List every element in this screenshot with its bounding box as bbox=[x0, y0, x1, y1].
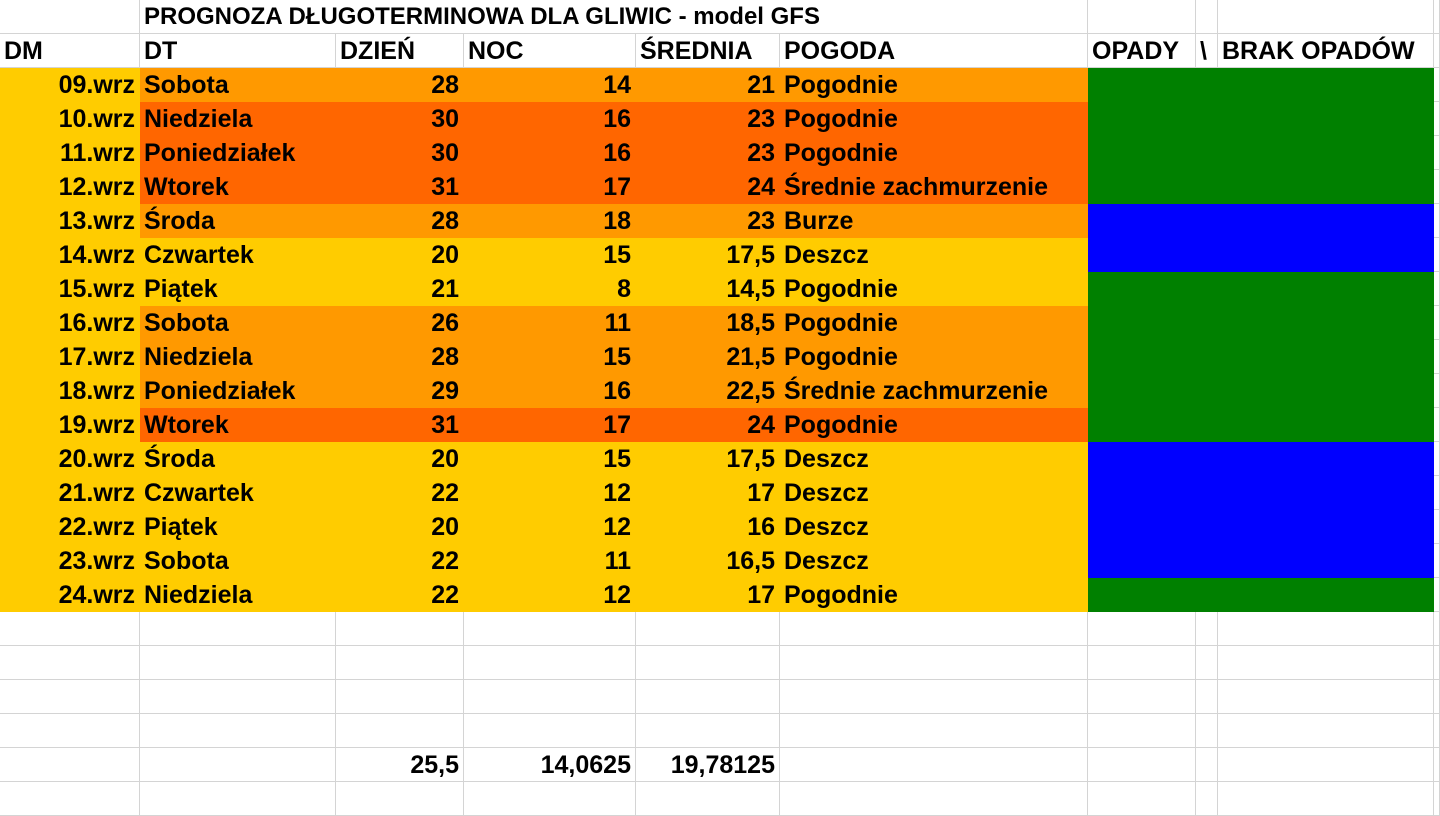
avg-temp-cell[interactable]: 18,5 bbox=[636, 306, 780, 340]
empty-cell[interactable] bbox=[1196, 680, 1218, 714]
precip-indicator-cell[interactable] bbox=[1088, 306, 1434, 340]
avg-temp-cell[interactable]: 17,5 bbox=[636, 238, 780, 272]
table-row bbox=[0, 340, 1440, 374]
avg-temp-cell[interactable]: 22,5 bbox=[636, 374, 780, 408]
empty-cell[interactable] bbox=[1434, 272, 1440, 306]
day-temp-cell[interactable]: 28 bbox=[336, 340, 464, 374]
empty-cell[interactable] bbox=[1434, 782, 1440, 816]
day-cell[interactable]: Niedziela bbox=[140, 102, 336, 136]
empty-cell[interactable] bbox=[1434, 238, 1440, 272]
empty-cell[interactable] bbox=[1434, 306, 1440, 340]
day-temp-cell[interactable]: 28 bbox=[336, 204, 464, 238]
avg-day-temp[interactable]: 25,5 bbox=[336, 748, 464, 782]
empty-cell[interactable] bbox=[1434, 340, 1440, 374]
day-temp-cell[interactable]: 30 bbox=[336, 102, 464, 136]
header-separator[interactable]: \ bbox=[1196, 34, 1218, 68]
precip-indicator-cell[interactable] bbox=[1088, 408, 1434, 442]
night-temp-cell[interactable]: 8 bbox=[464, 272, 636, 306]
empty-cell[interactable] bbox=[140, 748, 336, 782]
weather-cell[interactable]: Pogodnie bbox=[780, 578, 1088, 612]
empty-cell[interactable] bbox=[1434, 34, 1440, 68]
empty-cell[interactable] bbox=[0, 612, 140, 646]
empty-cell[interactable] bbox=[1434, 578, 1440, 612]
empty-cell[interactable] bbox=[1434, 748, 1440, 782]
header-brak-opadow[interactable]: BRAK OPADÓW bbox=[1218, 34, 1434, 68]
weather-cell[interactable]: Deszcz bbox=[780, 476, 1088, 510]
title-row bbox=[0, 0, 1440, 34]
empty-cell[interactable] bbox=[1434, 476, 1440, 510]
avg-temp-cell[interactable]: 23 bbox=[636, 204, 780, 238]
header-noc[interactable]: NOC bbox=[464, 34, 636, 68]
empty-cell[interactable] bbox=[0, 646, 140, 680]
precip-indicator-cell[interactable] bbox=[1088, 170, 1434, 204]
table-row bbox=[0, 204, 1440, 238]
empty-cell[interactable] bbox=[1196, 0, 1218, 34]
weather-cell[interactable]: Deszcz bbox=[780, 238, 1088, 272]
date-cell[interactable]: 19.wrz bbox=[0, 408, 140, 442]
night-temp-cell[interactable]: 16 bbox=[464, 102, 636, 136]
day-temp-cell[interactable]: 20 bbox=[336, 442, 464, 476]
weather-cell[interactable]: Pogodnie bbox=[780, 272, 1088, 306]
empty-cell[interactable] bbox=[0, 782, 140, 816]
day-cell[interactable]: Środa bbox=[140, 204, 336, 238]
day-temp-cell[interactable]: 29 bbox=[336, 374, 464, 408]
empty-cell[interactable] bbox=[1196, 748, 1218, 782]
date-cell[interactable]: 14.wrz bbox=[0, 238, 140, 272]
precip-indicator-cell[interactable] bbox=[1088, 374, 1434, 408]
day-temp-cell[interactable]: 22 bbox=[336, 476, 464, 510]
empty-cell[interactable] bbox=[636, 646, 780, 680]
day-cell[interactable]: Sobota bbox=[140, 68, 336, 102]
weather-cell[interactable]: Pogodnie bbox=[780, 68, 1088, 102]
night-temp-cell[interactable]: 11 bbox=[464, 544, 636, 578]
precip-indicator-cell[interactable] bbox=[1088, 238, 1434, 272]
empty-row bbox=[0, 680, 1440, 714]
empty-cell[interactable] bbox=[780, 612, 1088, 646]
day-cell[interactable]: Czwartek bbox=[140, 476, 336, 510]
date-cell[interactable]: 22.wrz bbox=[0, 510, 140, 544]
empty-cell[interactable] bbox=[1434, 408, 1440, 442]
precip-indicator-cell[interactable] bbox=[1088, 442, 1434, 476]
avg-temp-cell[interactable]: 17 bbox=[636, 476, 780, 510]
empty-cell[interactable] bbox=[1218, 680, 1434, 714]
empty-cell[interactable] bbox=[0, 748, 140, 782]
empty-cell[interactable] bbox=[1434, 102, 1440, 136]
empty-cell[interactable] bbox=[636, 782, 780, 816]
empty-cell[interactable] bbox=[464, 714, 636, 748]
avg-temp-cell[interactable]: 14,5 bbox=[636, 272, 780, 306]
date-cell[interactable]: 09.wrz bbox=[0, 68, 140, 102]
weather-cell[interactable]: Burze bbox=[780, 204, 1088, 238]
empty-cell[interactable] bbox=[1434, 714, 1440, 748]
empty-cell[interactable] bbox=[0, 680, 140, 714]
night-temp-cell[interactable]: 14 bbox=[464, 68, 636, 102]
empty-row bbox=[0, 782, 1440, 816]
empty-cell[interactable] bbox=[1434, 510, 1440, 544]
precip-indicator-cell[interactable] bbox=[1088, 510, 1434, 544]
empty-cell[interactable] bbox=[464, 612, 636, 646]
table-row bbox=[0, 272, 1440, 306]
weather-cell[interactable]: Pogodnie bbox=[780, 306, 1088, 340]
empty-cell[interactable] bbox=[1088, 782, 1196, 816]
weather-cell[interactable]: Deszcz bbox=[780, 442, 1088, 476]
table-row bbox=[0, 306, 1440, 340]
avg-temp-cell[interactable]: 21,5 bbox=[636, 340, 780, 374]
empty-cell[interactable] bbox=[780, 714, 1088, 748]
empty-cell[interactable] bbox=[336, 646, 464, 680]
precip-indicator-cell[interactable] bbox=[1088, 102, 1434, 136]
empty-cell[interactable] bbox=[464, 646, 636, 680]
empty-cell[interactable] bbox=[1196, 612, 1218, 646]
header-row bbox=[0, 34, 1440, 68]
day-cell[interactable]: Wtorek bbox=[140, 170, 336, 204]
avg-temp-cell[interactable]: 21 bbox=[636, 68, 780, 102]
night-temp-cell[interactable]: 12 bbox=[464, 510, 636, 544]
empty-cell[interactable] bbox=[1218, 0, 1434, 34]
precip-indicator-cell[interactable] bbox=[1088, 476, 1434, 510]
weather-cell[interactable]: Pogodnie bbox=[780, 136, 1088, 170]
avg-mean-temp[interactable]: 19,78125 bbox=[636, 748, 780, 782]
empty-cell[interactable] bbox=[140, 782, 336, 816]
empty-cell[interactable] bbox=[336, 782, 464, 816]
day-temp-cell[interactable]: 20 bbox=[336, 238, 464, 272]
date-cell[interactable]: 23.wrz bbox=[0, 544, 140, 578]
day-cell[interactable]: Środa bbox=[140, 442, 336, 476]
empty-cell[interactable] bbox=[1088, 748, 1196, 782]
day-cell[interactable]: Poniedziałek bbox=[140, 374, 336, 408]
header-srednia[interactable]: ŚREDNIA bbox=[636, 34, 780, 68]
night-temp-cell[interactable]: 15 bbox=[464, 442, 636, 476]
precip-indicator-cell[interactable] bbox=[1088, 136, 1434, 170]
day-temp-cell[interactable]: 28 bbox=[336, 68, 464, 102]
avg-temp-cell[interactable]: 17 bbox=[636, 578, 780, 612]
day-temp-cell[interactable]: 20 bbox=[336, 510, 464, 544]
table-row bbox=[0, 408, 1440, 442]
avg-temp-cell[interactable]: 24 bbox=[636, 408, 780, 442]
avg-temp-cell[interactable]: 23 bbox=[636, 136, 780, 170]
precip-indicator-cell[interactable] bbox=[1088, 272, 1434, 306]
empty-cell[interactable] bbox=[1218, 612, 1434, 646]
empty-cell[interactable] bbox=[1434, 544, 1440, 578]
precip-indicator-cell[interactable] bbox=[1088, 544, 1434, 578]
date-cell[interactable]: 12.wrz bbox=[0, 170, 140, 204]
precip-indicator-cell[interactable] bbox=[1088, 204, 1434, 238]
date-cell[interactable]: 21.wrz bbox=[0, 476, 140, 510]
empty-cell[interactable] bbox=[636, 714, 780, 748]
avg-temp-cell[interactable]: 23 bbox=[636, 102, 780, 136]
table-row bbox=[0, 238, 1440, 272]
empty-cell[interactable] bbox=[1434, 612, 1440, 646]
averages-row bbox=[0, 748, 1440, 782]
empty-cell[interactable] bbox=[1088, 680, 1196, 714]
header-dm[interactable]: DM bbox=[0, 34, 140, 68]
table-row bbox=[0, 510, 1440, 544]
day-temp-cell[interactable]: 21 bbox=[336, 272, 464, 306]
date-cell[interactable]: 10.wrz bbox=[0, 102, 140, 136]
avg-temp-cell[interactable]: 16 bbox=[636, 510, 780, 544]
table-row bbox=[0, 68, 1440, 102]
day-cell[interactable]: Poniedziałek bbox=[140, 136, 336, 170]
precip-indicator-cell[interactable] bbox=[1088, 340, 1434, 374]
weather-cell[interactable]: Średnie zachmurzenie bbox=[780, 170, 1088, 204]
empty-cell[interactable] bbox=[636, 612, 780, 646]
day-cell[interactable]: Sobota bbox=[140, 544, 336, 578]
date-cell[interactable]: 18.wrz bbox=[0, 374, 140, 408]
date-cell[interactable]: 20.wrz bbox=[0, 442, 140, 476]
night-temp-cell[interactable]: 18 bbox=[464, 204, 636, 238]
empty-cell[interactable] bbox=[0, 0, 140, 34]
day-temp-cell[interactable]: 22 bbox=[336, 578, 464, 612]
empty-cell[interactable] bbox=[1434, 68, 1440, 102]
empty-cell[interactable] bbox=[780, 782, 1088, 816]
empty-cell[interactable] bbox=[1434, 0, 1440, 34]
avg-night-temp[interactable]: 14,0625 bbox=[464, 748, 636, 782]
weather-cell[interactable]: Deszcz bbox=[780, 510, 1088, 544]
weather-cell[interactable]: Pogodnie bbox=[780, 340, 1088, 374]
night-temp-cell[interactable]: 15 bbox=[464, 340, 636, 374]
empty-cell[interactable] bbox=[140, 612, 336, 646]
empty-cell[interactable] bbox=[140, 680, 336, 714]
empty-cell[interactable] bbox=[336, 714, 464, 748]
empty-cell[interactable] bbox=[1218, 714, 1434, 748]
day-temp-cell[interactable]: 22 bbox=[336, 544, 464, 578]
avg-temp-cell[interactable]: 16,5 bbox=[636, 544, 780, 578]
night-temp-cell[interactable]: 17 bbox=[464, 170, 636, 204]
empty-row bbox=[0, 714, 1440, 748]
empty-cell[interactable] bbox=[636, 680, 780, 714]
night-temp-cell[interactable]: 16 bbox=[464, 136, 636, 170]
empty-cell[interactable] bbox=[0, 714, 140, 748]
precip-indicator-cell[interactable] bbox=[1088, 578, 1434, 612]
empty-cell[interactable] bbox=[1218, 748, 1434, 782]
empty-cell[interactable] bbox=[464, 680, 636, 714]
empty-row bbox=[0, 646, 1440, 680]
precip-indicator-cell[interactable] bbox=[1088, 68, 1434, 102]
weather-cell[interactable]: Średnie zachmurzenie bbox=[780, 374, 1088, 408]
table-row bbox=[0, 374, 1440, 408]
day-temp-cell[interactable]: 31 bbox=[336, 408, 464, 442]
day-cell[interactable]: Czwartek bbox=[140, 238, 336, 272]
date-cell[interactable]: 17.wrz bbox=[0, 340, 140, 374]
header-pogoda[interactable]: POGODA bbox=[780, 34, 1088, 68]
day-cell[interactable]: Piątek bbox=[140, 272, 336, 306]
header-opady[interactable]: OPADY bbox=[1088, 34, 1196, 68]
empty-cell[interactable] bbox=[1434, 374, 1440, 408]
night-temp-cell[interactable]: 12 bbox=[464, 476, 636, 510]
table-row bbox=[0, 476, 1440, 510]
empty-cell[interactable] bbox=[780, 748, 1088, 782]
empty-cell[interactable] bbox=[1434, 170, 1440, 204]
empty-cell[interactable] bbox=[140, 646, 336, 680]
empty-cell[interactable] bbox=[1196, 714, 1218, 748]
night-temp-cell[interactable]: 16 bbox=[464, 374, 636, 408]
empty-cell[interactable] bbox=[1088, 612, 1196, 646]
day-cell[interactable]: Niedziela bbox=[140, 340, 336, 374]
empty-cell[interactable] bbox=[1218, 646, 1434, 680]
table-row bbox=[0, 170, 1440, 204]
empty-cell[interactable] bbox=[1088, 714, 1196, 748]
date-cell[interactable]: 24.wrz bbox=[0, 578, 140, 612]
table-row bbox=[0, 102, 1440, 136]
empty-cell[interactable] bbox=[336, 612, 464, 646]
date-cell[interactable]: 15.wrz bbox=[0, 272, 140, 306]
empty-cell[interactable] bbox=[1434, 204, 1440, 238]
date-cell[interactable]: 11.wrz bbox=[0, 136, 140, 170]
day-temp-cell[interactable]: 26 bbox=[336, 306, 464, 340]
empty-cell[interactable] bbox=[1196, 646, 1218, 680]
date-cell[interactable]: 13.wrz bbox=[0, 204, 140, 238]
empty-cell[interactable] bbox=[1434, 136, 1440, 170]
empty-cell[interactable] bbox=[1088, 646, 1196, 680]
empty-cell[interactable] bbox=[336, 680, 464, 714]
avg-temp-cell[interactable]: 24 bbox=[636, 170, 780, 204]
night-temp-cell[interactable]: 17 bbox=[464, 408, 636, 442]
avg-temp-cell[interactable]: 17,5 bbox=[636, 442, 780, 476]
empty-row bbox=[0, 612, 1440, 646]
night-temp-cell[interactable]: 11 bbox=[464, 306, 636, 340]
table-row bbox=[0, 578, 1440, 612]
weather-cell[interactable]: Pogodnie bbox=[780, 102, 1088, 136]
weather-cell[interactable]: Pogodnie bbox=[780, 408, 1088, 442]
empty-cell[interactable] bbox=[464, 782, 636, 816]
empty-cell[interactable] bbox=[1088, 0, 1196, 34]
empty-cell[interactable] bbox=[1434, 680, 1440, 714]
day-cell[interactable]: Niedziela bbox=[140, 578, 336, 612]
night-temp-cell[interactable]: 15 bbox=[464, 238, 636, 272]
weather-cell[interactable]: Deszcz bbox=[780, 544, 1088, 578]
empty-cell[interactable] bbox=[1434, 442, 1440, 476]
header-dt[interactable]: DT bbox=[140, 34, 336, 68]
table-row bbox=[0, 442, 1440, 476]
table-row bbox=[0, 136, 1440, 170]
empty-cell[interactable] bbox=[1434, 646, 1440, 680]
day-cell[interactable]: Piątek bbox=[140, 510, 336, 544]
day-cell[interactable]: Wtorek bbox=[140, 408, 336, 442]
empty-cell[interactable] bbox=[140, 714, 336, 748]
day-cell[interactable]: Sobota bbox=[140, 306, 336, 340]
date-cell[interactable]: 16.wrz bbox=[0, 306, 140, 340]
empty-cell[interactable] bbox=[1196, 782, 1218, 816]
day-temp-cell[interactable]: 30 bbox=[336, 136, 464, 170]
empty-cell[interactable] bbox=[1218, 782, 1434, 816]
header-dzien[interactable]: DZIEŃ bbox=[336, 34, 464, 68]
empty-cell[interactable] bbox=[780, 680, 1088, 714]
day-temp-cell[interactable]: 31 bbox=[336, 170, 464, 204]
empty-cell[interactable] bbox=[780, 646, 1088, 680]
sheet-title[interactable]: PROGNOZA DŁUGOTERMINOWA DLA GLIWIC - model GFS bbox=[140, 0, 1088, 34]
night-temp-cell[interactable]: 12 bbox=[464, 578, 636, 612]
table-row bbox=[0, 544, 1440, 578]
